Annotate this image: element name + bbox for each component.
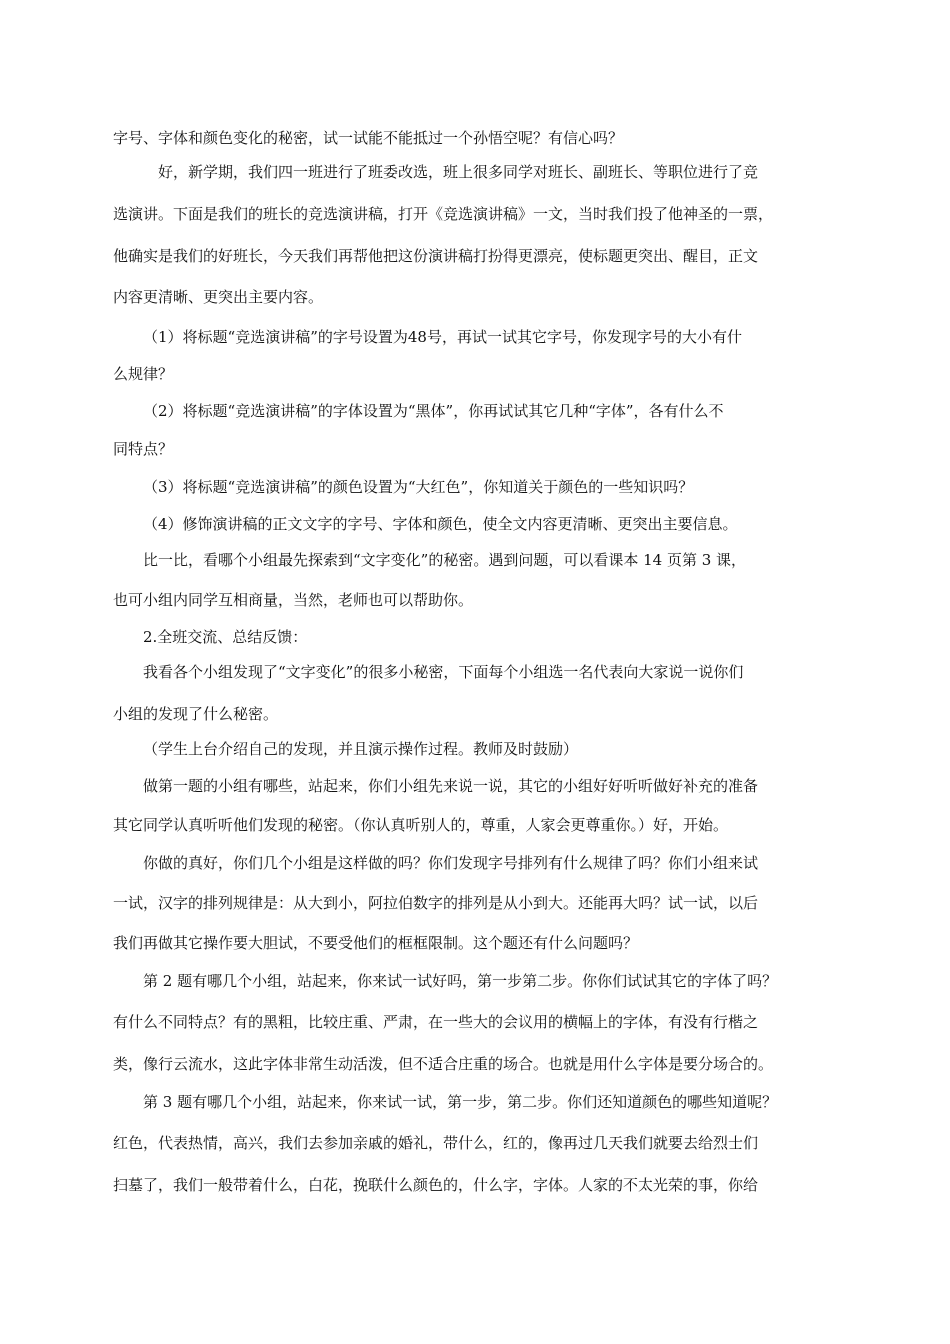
text-line: （1）将标题“竞选演讲稿”的字号设置为48号，再试一试其它字号，你发现字号的大小有什	[143, 328, 742, 346]
text-line: 好，新学期，我们四一班进行了班委改选，班上很多同学对班长、副班长、等职位进行了竞	[158, 163, 759, 181]
text-line: （3）将标题“竞选演讲稿”的颜色设置为“大红色”，你知道关于颜色的一些知识吗？	[143, 478, 694, 496]
text-line: 我看各个小组发现了“文字变化”的很多小秘密，下面每个小组选一名代表向大家说一说你们	[143, 663, 744, 681]
text-line: 同特点？	[113, 440, 174, 458]
text-line: （4）修饰演讲稿的正文文字的字号、字体和颜色，使全文内容更清晰、更突出主要信息。	[143, 515, 738, 533]
text-line: 一试，汉字的排列规律是：从大到小，阿拉伯数字的排列是从小到大。还能再大吗？试一试，以后	[113, 894, 759, 912]
text-line: 字号、字体和颜色变化的秘密，试一试能不能抵过一个孙悟空呢？有信心吗？	[113, 129, 624, 147]
text-line: 他确实是我们的好班长，今天我们再帮他把这份演讲稿打扮得更漂亮，使标题更突出、醒目，正文	[113, 247, 759, 265]
text-line: 比一比，看哪个小组最先探索到“文字变化”的秘密。遇到问题，可以看课本 14 页第 3 课，	[143, 551, 747, 569]
text-line: （2）将标题“竞选演讲稿”的字体设置为“黑体”，你再试试其它几种“字体”，各有什么不	[143, 402, 724, 420]
text-line: 其它同学认真听听他们发现的秘密。（你认真听别人的，尊重，人家会更尊重你。）好，开始。	[113, 816, 729, 834]
text-line: （学生上台介绍自己的发现，并且演示操作过程。教师及时鼓励）	[143, 740, 579, 758]
text-line: 么规律？	[113, 365, 174, 383]
text-line: 有什么不同特点？有的黑粗，比较庄重、严肃，在一些大的会议用的横幅上的字体，有没有行楷之	[113, 1013, 759, 1031]
text-line: 也可小组内同学互相商量，当然，老师也可以帮助你。	[113, 591, 474, 609]
text-line: 小组的发现了什么秘密。	[113, 705, 279, 723]
text-line: 扫墓了，我们一般带着什么，白花，挽联什么颜色的，什么字，字体。人家的不太光荣的事，你给	[113, 1176, 759, 1194]
text-line: 选演讲。下面是我们的班长的竞选演讲稿，打开《竞选演讲稿》一文，当时我们投了他神圣的一票，	[113, 205, 774, 223]
text-line: 类，像行云流水，这此字体非常生动活泼，但不适合庄重的场合。也就是用什么字体是要分场合的。	[113, 1055, 774, 1073]
text-line: 第 3 题有哪几个小组，站起来，你来试一试，第一步，第二步。你们还知道颜色的哪些知道呢？	[143, 1093, 778, 1111]
text-line: 2.全班交流、总结反馈：	[143, 628, 308, 646]
text-line: 做第一题的小组有哪些，站起来，你们小组先来说一说，其它的小组好好听听做好补充的准备	[143, 777, 759, 795]
text-line: 你做的真好，你们几个小组是这样做的吗？你们发现字号排列有什么规律了吗？你们小组来试	[143, 854, 759, 872]
text-line: 我们再做其它操作要大胆试，不要受他们的框框限制。这个题还有什么问题吗？	[113, 934, 639, 952]
text-line: 第 2 题有哪几个小组，站起来，你来试一试好吗，第一步第二步。你你们试试其它的字体了吗？	[143, 972, 778, 990]
text-line: 红色，代表热情，高兴，我们去参加亲戚的婚礼，带什么，红的，像再过几天我们就要去给烈士们	[113, 1134, 759, 1152]
text-line: 内容更清晰、更突出主要内容。	[113, 288, 324, 306]
